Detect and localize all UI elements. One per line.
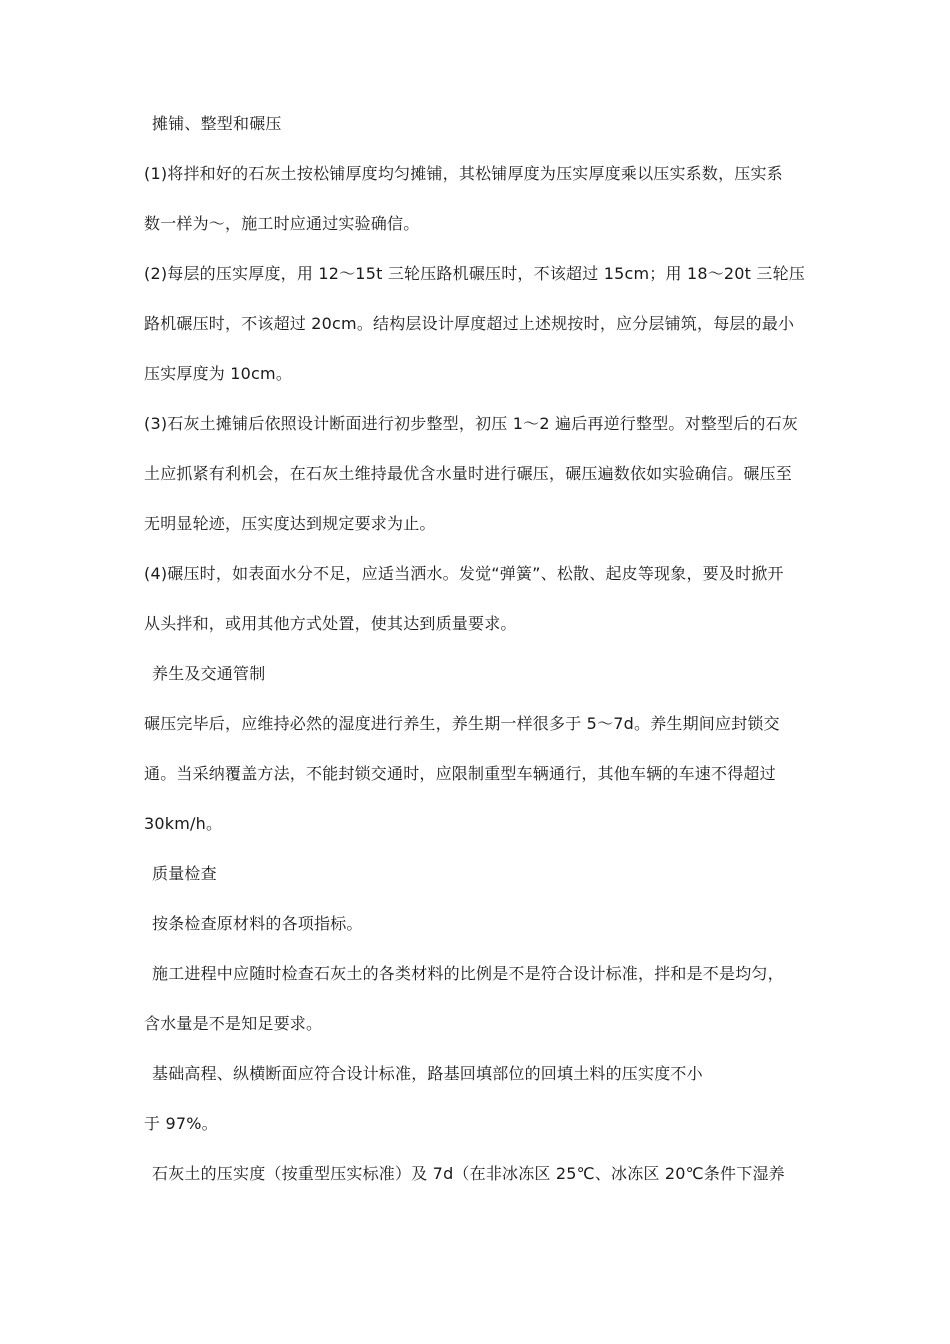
paragraph-line: 30km/h。 bbox=[144, 814, 223, 833]
paragraph-line: (1)将拌和好的石灰土按松铺厚度均匀摊铺，其松铺厚度为压实厚度乘以压实系数，压实系 bbox=[144, 164, 783, 183]
paragraph-line: (2)每层的压实厚度，用 12～15t 三轮压路机碾压时，不该超过 15cm；用 18～20t 三轮压 bbox=[144, 264, 806, 283]
paragraph-line: 通。当采纳覆盖方法，不能封锁交通时，应限制重型车辆通行，其他车辆的车速不得超过 bbox=[144, 764, 776, 783]
paragraph-line: 无明显轮迹，压实度达到规定要求为止。 bbox=[144, 514, 436, 533]
paragraph-line: (3)石灰土摊铺后依照设计断面进行初步整型，初压 1～2 遍后再逆行整型。对整型后的石灰 bbox=[144, 414, 798, 433]
paragraph-line: 土应抓紧有利机会，在石灰土维持最优含水量时进行碾压，碾压遍数依如实验确信。碾压至 bbox=[144, 464, 793, 483]
paragraph-line: 于 97%。 bbox=[144, 1114, 218, 1133]
paragraph-line: 按条检查原材料的各项指标。 bbox=[152, 914, 363, 933]
section-heading-paving: 摊铺、整型和碾压 bbox=[152, 114, 282, 133]
paragraph-line: 施工进程中应随时检查石灰土的各类材料的比例是不是符合设计标准，拌和是不是均匀， bbox=[152, 964, 784, 983]
section-heading-curing: 养生及交通管制 bbox=[152, 664, 266, 683]
paragraph-line: 路机碾压时，不该超过 20cm。结构层设计厚度超过上述规按时，应分层铺筑，每层的最小 bbox=[144, 314, 795, 333]
paragraph-line: (4)碾压时，如表面水分不足，应适当洒水。发觉“弹簧”、松散、起皮等现象，要及时掀开 bbox=[144, 564, 784, 583]
paragraph-line: 含水量是不是知足要求。 bbox=[144, 1014, 323, 1033]
paragraph-line: 基础高程、纵横断面应符合设计标准，路基回填部位的回填土料的压实度不小 bbox=[152, 1064, 703, 1083]
paragraph-line: 碾压完毕后，应维持必然的湿度进行养生，养生期一样很多于 5～7d。养生期间应封锁交 bbox=[144, 714, 780, 733]
section-heading-quality: 质量检查 bbox=[152, 864, 217, 883]
paragraph-line: 石灰土的压实度（按重型压实标准）及 7d（在非冰冻区 25℃、冰冻区 20℃条件下湿养 bbox=[152, 1164, 785, 1183]
paragraph-line: 压实厚度为 10cm。 bbox=[144, 364, 293, 383]
paragraph-line: 从头拌和，或用其他方式处置，使其达到质量要求。 bbox=[144, 614, 517, 633]
paragraph-line: 数一样为～，施工时应通过实验确信。 bbox=[144, 214, 420, 233]
